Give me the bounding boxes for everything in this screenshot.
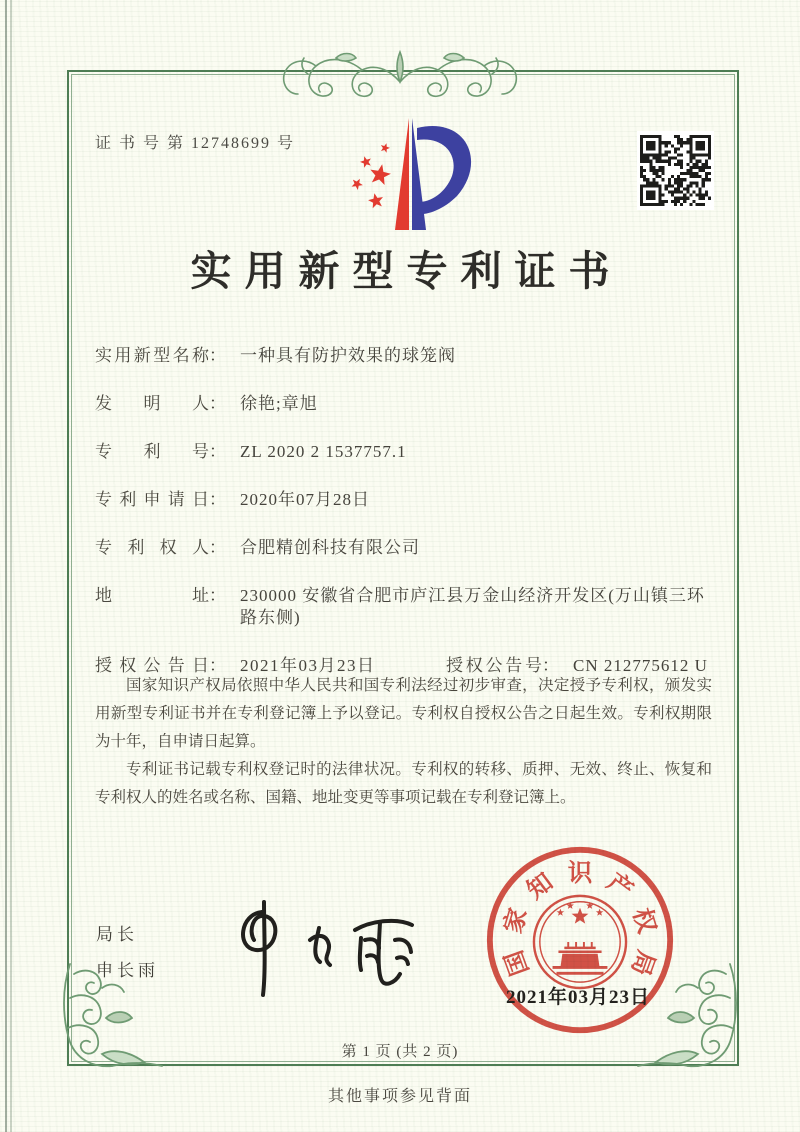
cnipa-logo [333,112,483,238]
field-label: 地址 [95,586,209,605]
director-signature-script [222,898,432,998]
field-value-grant-number: CN 212775612 U [573,656,708,675]
svg-text:局: 局 [625,946,660,979]
svg-text:权: 权 [627,905,661,937]
field-colon: ： [209,490,226,509]
field-colon: ： [209,394,226,413]
field-value-filing-date: 2020年07月28日 [240,490,370,509]
field-value-grant-date: 2021年03月23日 [240,656,376,675]
certificate-title: 实用新型专利证书 [190,248,623,294]
field-value-patentee: 合肥精创科技有限公司 [240,538,420,557]
field-colon: ： [209,346,226,365]
field-value-inventors: 徐艳;章旭 [240,394,318,413]
field-value-utility-model-name: 一种具有防护效果的球笼阀 [240,346,456,365]
legal-text [95,672,712,812]
field-row-name [95,345,711,367]
field-label: 发明人 [95,394,209,413]
director-title: 局长 [96,925,138,944]
field-colon: ： [209,656,226,675]
page-number: 第 1 页 (共 2 页) [341,1044,459,1060]
legal-paragraph-2: 专利证书记载专利权登记时的法律状况。专利权的转移、质押、无效、终止、恢复和专利权人的姓名或名称、国籍、地址变更等事项记载在专利登记簿上。 [95,761,712,806]
field-colon: ： [209,442,226,461]
field-label: 实用新型名称 [95,346,209,365]
field-label: 授权公告号 [446,656,542,675]
top-flourish-ornament [278,44,522,106]
field-colon: ： [209,538,226,557]
logo-wedge-red [395,118,409,230]
field-label: 专利号 [95,442,209,461]
field-label: 专利申请日 [95,490,209,509]
field-label: 专利权人 [95,538,209,557]
legal-paragraph-1: 国家知识产权局依照中华人民共和国专利法经过初步审查，决定授予专利权，颁发实用新型专利证书并在专利登记簿上予以登记。专利权自授权公告之日起生效。专利权期限为十年，自申请日起算。 [95,677,712,750]
field-row-patentee [95,537,711,559]
seal-date: 2021年03月23日 [505,987,650,1008]
certificate-number: 证 书 号 第 12748699 号 [95,135,296,152]
qr-code [637,131,714,210]
field-row-patent-no [95,441,711,463]
svg-text:识: 识 [567,859,593,887]
scan-edge-line [10,0,12,1132]
svg-text:知: 知 [522,868,559,905]
director-name: 申长雨 [96,961,159,980]
field-list [95,345,711,703]
field-colon: ： [209,586,226,605]
field-row-inventor [95,393,711,415]
svg-text:产: 产 [601,868,638,905]
field-colon: ： [542,656,559,675]
scan-edge-line [5,0,7,1132]
field-value-address: 230000 安徽省合肥市庐江县万金山经济开发区(万山镇三环路东侧) [240,586,705,627]
field-value-patent-number: ZL 2020 2 1537757.1 [240,442,407,461]
field-row-filing-date [95,489,711,511]
field-label: 授权公告日 [95,656,209,675]
back-side-note: 其他事项参见背面 [327,1088,472,1105]
svg-text:国: 国 [500,946,535,979]
field-row-address [95,585,711,629]
svg-text:家: 家 [499,905,533,937]
